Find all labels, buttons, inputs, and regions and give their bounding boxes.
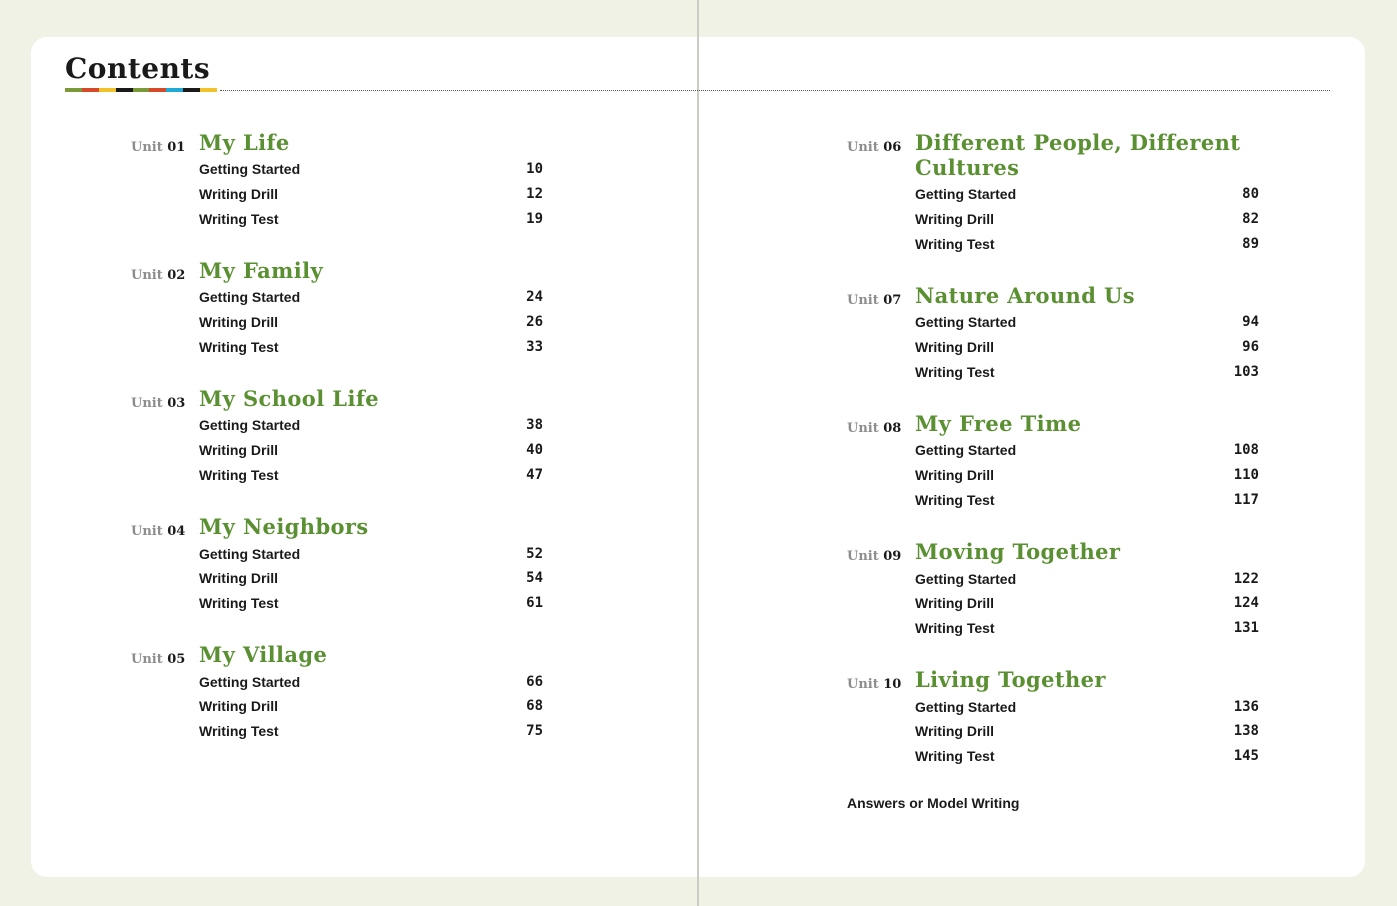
- unit-number: 03: [167, 396, 186, 412]
- toc-entry-page-number: 122: [1233, 570, 1259, 587]
- toc-entry-label: Getting Started: [199, 417, 301, 434]
- unit-title[interactable]: My Neighbors: [199, 514, 369, 540]
- toc-entry-label: Getting Started: [915, 698, 1017, 715]
- unit-section-list: [915, 438, 1259, 512]
- unit-section-list: [199, 669, 543, 743]
- toc-entry-label: Writing Test: [915, 235, 995, 252]
- color-bar-segment: [82, 88, 99, 92]
- toc-entry-page-number: 145: [1233, 747, 1259, 764]
- unit-header: [131, 642, 551, 667]
- toc-entry[interactable]: [199, 463, 543, 488]
- toc-entry-label: Writing Test: [915, 619, 995, 636]
- toc-entry[interactable]: [915, 231, 1259, 256]
- toc-entry[interactable]: [915, 207, 1259, 232]
- toc-entry-page-number: 61: [526, 594, 543, 611]
- right-contents-column: [847, 130, 1267, 811]
- unit-title[interactable]: Moving Together: [915, 539, 1121, 565]
- toc-entry[interactable]: [915, 463, 1259, 488]
- toc-entry-label: Writing Test: [915, 491, 995, 508]
- unit-header: [847, 411, 1267, 436]
- unit-entry-04: [131, 514, 551, 615]
- toc-entry-label: Writing Drill: [915, 595, 995, 612]
- toc-entry-page-number: 10: [526, 161, 543, 178]
- toc-entry-page-number: 24: [526, 289, 543, 306]
- unit-entry-05: [131, 642, 551, 743]
- unit-tag: [131, 642, 199, 667]
- unit-number: 10: [883, 677, 902, 693]
- unit-word: Unit: [131, 396, 163, 412]
- toc-entry-label: Writing Drill: [915, 211, 995, 228]
- toc-entry-page-number: 136: [1233, 698, 1259, 715]
- toc-entry-page-number: 117: [1233, 491, 1259, 508]
- unit-header: [131, 258, 551, 283]
- unit-entry-09: [847, 539, 1267, 640]
- toc-entry-label: Writing Test: [199, 722, 279, 739]
- unit-tag: [131, 514, 199, 539]
- color-bar-segment: [133, 88, 150, 92]
- book-spine: [697, 0, 699, 906]
- unit-title[interactable]: My Free Time: [915, 411, 1082, 437]
- toc-entry-page-number: 124: [1233, 595, 1259, 612]
- color-bar-segment: [200, 88, 217, 92]
- unit-title[interactable]: Nature Around Us: [915, 283, 1135, 309]
- unit-word: Unit: [847, 293, 879, 309]
- unit-entry-10: [847, 667, 1267, 768]
- toc-entry-label: Writing Drill: [199, 442, 279, 459]
- toc-entry-page-number: 103: [1233, 363, 1259, 380]
- unit-section-list: [199, 413, 543, 487]
- unit-header: [131, 130, 551, 155]
- unit-header: [847, 667, 1267, 692]
- toc-entry-label: Writing Test: [915, 363, 995, 380]
- unit-section-list: [199, 285, 543, 359]
- toc-entry-label: Writing Drill: [915, 339, 995, 356]
- unit-title[interactable]: My Life: [199, 130, 290, 155]
- unit-tag: [131, 258, 199, 283]
- toc-entry-label: Getting Started: [915, 442, 1017, 459]
- toc-entry[interactable]: [915, 359, 1259, 384]
- toc-entry[interactable]: [915, 438, 1259, 463]
- toc-entry-page-number: 94: [1242, 314, 1259, 331]
- unit-number: 04: [167, 524, 186, 540]
- left-contents-column: [131, 130, 551, 770]
- toc-entry-page-number: 82: [1242, 211, 1259, 228]
- unit-tag: [847, 130, 915, 155]
- toc-entry[interactable]: [199, 157, 543, 182]
- toc-entry[interactable]: [915, 616, 1259, 641]
- toc-entry[interactable]: [199, 669, 543, 694]
- unit-header: [847, 539, 1267, 564]
- toc-entry[interactable]: [915, 591, 1259, 616]
- toc-entry-page-number: 96: [1242, 339, 1259, 356]
- toc-entry[interactable]: [199, 694, 543, 719]
- toc-entry-label: Writing Test: [199, 338, 279, 355]
- unit-number: 07: [883, 293, 902, 309]
- unit-word: Unit: [847, 677, 879, 693]
- color-bar-segment: [149, 88, 166, 92]
- toc-entry[interactable]: [199, 438, 543, 463]
- toc-entry-page-number: 12: [526, 186, 543, 203]
- unit-entry-02: [131, 258, 551, 359]
- toc-entry-page-number: 52: [526, 545, 543, 562]
- toc-entry-label: Writing Test: [915, 747, 995, 764]
- toc-entry[interactable]: [915, 694, 1259, 719]
- toc-entry-label: Getting Started: [199, 673, 301, 690]
- unit-section-list: [915, 310, 1259, 384]
- toc-entry-page-number: 33: [526, 338, 543, 355]
- toc-entry-label: Getting Started: [915, 570, 1017, 587]
- unit-word: Unit: [131, 140, 163, 155]
- toc-entry-page-number: 47: [526, 466, 543, 483]
- toc-entry-page-number: 54: [526, 570, 543, 587]
- toc-entry-label: Writing Test: [199, 594, 279, 611]
- unit-word: Unit: [847, 421, 879, 437]
- toc-entry-label: Getting Started: [199, 161, 301, 178]
- toc-entry-page-number: 19: [526, 210, 543, 227]
- toc-entry[interactable]: [199, 541, 543, 566]
- unit-number: 09: [883, 549, 902, 565]
- unit-entry-08: [847, 411, 1267, 512]
- title-dotted-rule: [220, 90, 1330, 91]
- unit-tag: [847, 411, 915, 436]
- toc-entry-page-number: 40: [526, 442, 543, 459]
- unit-number: 05: [167, 652, 186, 668]
- toc-entry-label: Writing Test: [199, 466, 279, 483]
- color-bar-segment: [65, 88, 82, 92]
- toc-entry[interactable]: [199, 310, 543, 335]
- unit-section-list: [915, 566, 1259, 640]
- unit-tag: [847, 539, 915, 564]
- unit-title[interactable]: My Family: [199, 258, 324, 284]
- toc-entry-label: Writing Drill: [915, 467, 995, 484]
- unit-title[interactable]: Living Together: [915, 667, 1106, 693]
- toc-entry-page-number: 138: [1233, 723, 1259, 740]
- unit-tag: [847, 283, 915, 308]
- unit-word: Unit: [847, 140, 879, 155]
- toc-entry-label: Getting Started: [915, 314, 1017, 331]
- unit-title[interactable]: Different People, Different Cultures: [915, 130, 1241, 180]
- unit-number: 06: [883, 140, 902, 155]
- unit-word: Unit: [131, 268, 163, 284]
- toc-entry[interactable]: [199, 206, 543, 231]
- toc-entry-label: Writing Drill: [199, 570, 279, 587]
- unit-word: Unit: [131, 524, 163, 540]
- toc-entry[interactable]: [915, 566, 1259, 591]
- unit-header: [847, 130, 1267, 180]
- toc-entry-label: Writing Drill: [199, 186, 279, 203]
- unit-entry-06: [847, 130, 1267, 256]
- unit-section-list: [915, 694, 1259, 768]
- toc-entry-page-number: 38: [526, 417, 543, 434]
- toc-entry[interactable]: [915, 310, 1259, 335]
- unit-word: Unit: [847, 549, 879, 565]
- toc-entry[interactable]: [915, 488, 1259, 513]
- answers-entry[interactable]: Answers or Model Writing: [847, 795, 1020, 812]
- toc-entry-page-number: 80: [1242, 186, 1259, 203]
- toc-entry[interactable]: [199, 334, 543, 359]
- toc-entry-label: Writing Drill: [199, 698, 279, 715]
- toc-entry[interactable]: [915, 719, 1259, 744]
- unit-tag: [131, 386, 199, 411]
- color-bar-segment: [166, 88, 183, 92]
- unit-number: 02: [167, 268, 186, 284]
- unit-entry-07: [847, 283, 1267, 384]
- unit-number: 01: [167, 140, 186, 155]
- toc-entry-page-number: 66: [526, 673, 543, 690]
- toc-entry[interactable]: [199, 182, 543, 207]
- toc-entry-label: Getting Started: [199, 289, 301, 306]
- toc-entry-page-number: 75: [526, 722, 543, 739]
- title-color-bar: [65, 88, 217, 92]
- toc-entry[interactable]: [915, 182, 1259, 207]
- toc-entry-label: Getting Started: [915, 186, 1017, 203]
- page-title: Contents: [65, 52, 211, 85]
- toc-entry-page-number: 26: [526, 314, 543, 331]
- unit-number: 08: [883, 421, 902, 437]
- toc-entry-label: Writing Drill: [915, 723, 995, 740]
- color-bar-segment: [116, 88, 133, 92]
- unit-entry-03: [131, 386, 551, 487]
- toc-entry-label: Writing Drill: [199, 314, 279, 331]
- toc-entry-page-number: 89: [1242, 235, 1259, 252]
- color-bar-segment: [183, 88, 200, 92]
- unit-tag: [131, 130, 199, 155]
- toc-entry[interactable]: [199, 591, 543, 616]
- unit-word: Unit: [131, 652, 163, 668]
- toc-entry-label: Writing Test: [199, 210, 279, 227]
- color-bar-segment: [99, 88, 116, 92]
- unit-title[interactable]: My School Life: [199, 386, 380, 412]
- toc-entry[interactable]: [199, 719, 543, 744]
- unit-header: [131, 386, 551, 411]
- toc-entry-page-number: 108: [1233, 442, 1259, 459]
- unit-header: [847, 283, 1267, 308]
- toc-entry[interactable]: [915, 744, 1259, 769]
- toc-entry-page-number: 68: [526, 698, 543, 715]
- unit-header: [131, 514, 551, 539]
- unit-entry-01: [131, 130, 551, 231]
- toc-entry-page-number: 131: [1233, 619, 1259, 636]
- toc-entry[interactable]: [199, 413, 543, 438]
- unit-section-list: [915, 182, 1259, 256]
- toc-entry[interactable]: [199, 285, 543, 310]
- unit-section-list: [199, 541, 543, 615]
- unit-title[interactable]: My Village: [199, 642, 328, 668]
- unit-section-list: [199, 157, 543, 231]
- toc-entry-label: Getting Started: [199, 545, 301, 562]
- unit-tag: [847, 667, 915, 692]
- toc-entry[interactable]: [199, 566, 543, 591]
- toc-entry[interactable]: [915, 335, 1259, 360]
- toc-entry-page-number: 110: [1233, 467, 1259, 484]
